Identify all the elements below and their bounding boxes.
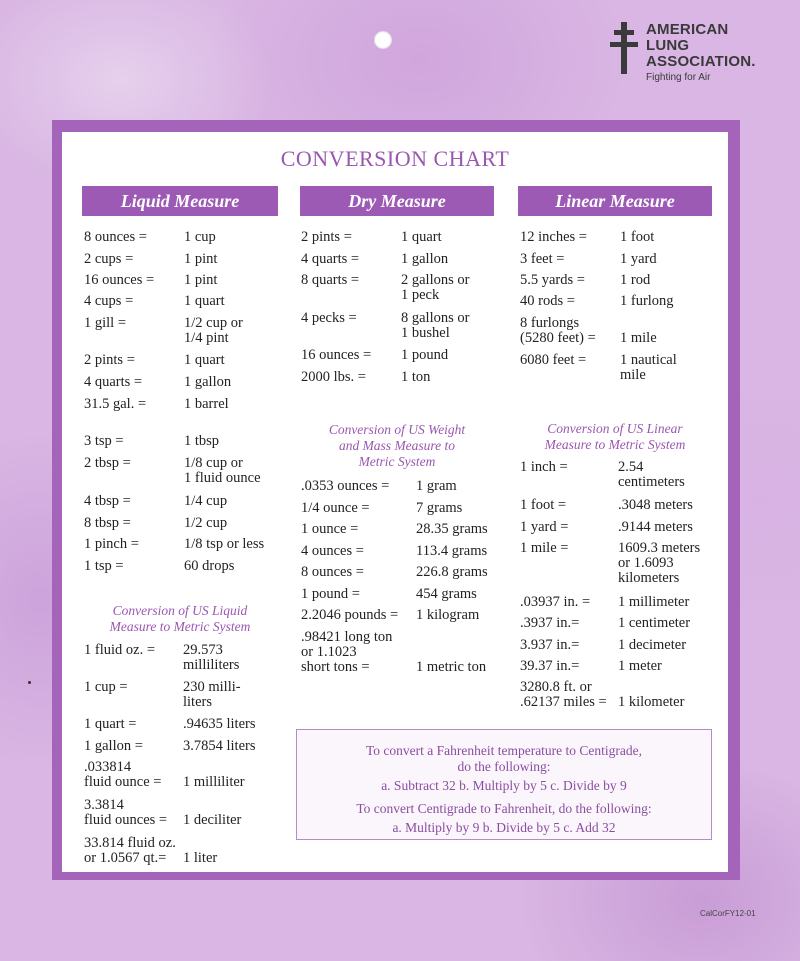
conversion-value: 1 inch = <box>520 459 568 475</box>
conversion-value: 2.2046 pounds = <box>301 607 399 623</box>
dry-measure-heading: Dry Measure <box>300 186 494 216</box>
conversion-value: 4 pecks = <box>301 310 357 326</box>
conversion-value: 12 inches = <box>520 229 587 245</box>
temp-line-1: To convert a Fahrenheit temperature to Centigrade, <box>365 743 643 758</box>
conversion-value: 2 gallons or <box>401 272 470 288</box>
double-barred-cross-icon <box>610 22 638 74</box>
conversion-value: 1 fluid oz. = <box>84 642 155 658</box>
conversion-value: 4 ounces = <box>301 543 364 559</box>
conversion-value: 1 fluid ounce <box>184 470 261 486</box>
conversion-value: 1 kilometer <box>618 694 685 710</box>
conversion-value: 1 pound <box>401 347 449 363</box>
conversion-value: 1 nautical <box>620 352 677 368</box>
temp-line-5: a. Multiply by 9 b. Divide by 5 c. Add 32 <box>392 820 616 835</box>
conversion-value: fluid ounce = <box>84 774 162 790</box>
conversion-value: 8 gallons or <box>401 310 470 326</box>
conversion-value: 3 feet = <box>520 251 565 267</box>
conversion-value: 3280.8 ft. or <box>520 679 592 695</box>
conversion-value: 1 quart <box>184 352 225 368</box>
conversion-value: 1 cup <box>184 229 216 245</box>
conversion-value: 8 quarts = <box>301 272 360 288</box>
conversion-value: 29.573 <box>183 642 223 658</box>
conversion-value: liters <box>183 694 212 710</box>
conversion-value: 1 gallon <box>401 251 449 267</box>
conversion-value: 1 gram <box>416 478 457 494</box>
conversion-value: 2 pints = <box>301 229 352 245</box>
conversion-value: 1 bushel <box>401 325 450 341</box>
conversion-value: 1 liter <box>183 850 218 866</box>
conversion-value: 2 tbsp = <box>84 455 131 471</box>
conversion-value: 1 cup = <box>84 679 128 695</box>
conversion-value: 16 ounces = <box>84 272 155 288</box>
conversion-value: 1/2 cup or <box>184 315 243 331</box>
conversion-value: 1 millimeter <box>618 594 690 610</box>
conversion-value: 1 pinch = <box>84 536 139 552</box>
conversion-value: 2 cups = <box>84 251 134 267</box>
conversion-value: 1 gallon = <box>84 738 143 754</box>
conversion-value: 1/2 cup <box>184 515 228 531</box>
conversion-value: 1 peck <box>401 287 440 303</box>
conversion-value: 1 gallon <box>184 374 232 390</box>
temp-line-2: do the following: <box>457 759 551 774</box>
conversion-value: or 1.6093 <box>618 555 674 571</box>
conversion-value: 1 tsp = <box>84 558 124 574</box>
conversion-value: 230 milli- <box>183 679 241 695</box>
tagline: Fighting for Air <box>646 72 711 83</box>
conversion-value: kilometers <box>618 570 680 586</box>
conversion-value: 3.3814 <box>84 797 124 813</box>
liquid-metric-heading: Conversion of US Liquid Measure to Metric System <box>109 603 251 634</box>
conversion-value: 1/4 cup <box>184 493 228 509</box>
conversion-value: 1609.3 meters <box>618 540 701 556</box>
conversion-value: 1 ounce = <box>301 521 359 537</box>
conversion-value: 1 foot = <box>520 497 567 513</box>
conversion-value: .3937 in.= <box>520 615 580 631</box>
conversion-value: centimeters <box>618 474 685 490</box>
conversion-value: 16 ounces = <box>301 347 372 363</box>
conversion-value: 8 tbsp = <box>84 515 131 531</box>
conversion-value: 1/8 cup or <box>184 455 243 471</box>
conversion-value: 1 ton <box>401 369 431 385</box>
conversion-value: 8 ounces = <box>301 564 364 580</box>
conversion-value: 2.54 <box>618 459 644 475</box>
conversion-value: 5.5 yards = <box>520 272 585 288</box>
conversion-value: 226.8 grams <box>416 564 488 580</box>
weight-metric-heading: Conversion of US Weight and Mass Measure to Metric System <box>328 422 466 469</box>
liquid-measure-heading: Liquid Measure <box>82 186 278 216</box>
conversion-value: 28.35 grams <box>416 521 488 537</box>
conversion-value: 1 foot <box>620 229 655 245</box>
american-lung-association-logo <box>610 20 780 90</box>
conversion-value: short tons = <box>301 659 370 675</box>
conversion-value: 1 quart <box>184 293 225 309</box>
temp-line-3: a. Subtract 32 b. Multiply by 5 c. Divide by 9 <box>381 778 627 793</box>
conversion-value: 3 tsp = <box>84 433 124 449</box>
conversion-value: 1 mile <box>620 330 657 346</box>
conversion-value: 1 meter <box>618 658 662 674</box>
conversion-value: 1 kilogram <box>416 607 480 623</box>
conversion-value: 2 pints = <box>84 352 135 368</box>
conversion-value: 3.7854 liters <box>183 738 256 754</box>
conversion-value: 1/8 tsp or less <box>184 536 265 552</box>
speck <box>28 681 31 684</box>
conversion-value: .62137 miles = <box>520 694 607 710</box>
conversion-value: 1 pound = <box>301 586 360 602</box>
conversion-value: 60 drops <box>184 558 235 574</box>
conversion-value: 113.4 grams <box>416 543 488 559</box>
conversion-value: 1 centimeter <box>618 615 691 631</box>
conversion-value: mile <box>620 367 646 383</box>
conversion-value: 39.37 in.= <box>520 658 580 674</box>
conversion-value: 6080 feet = <box>520 352 587 368</box>
conversion-value: .9144 meters <box>618 519 693 535</box>
chart-title: CONVERSION CHART <box>280 146 510 171</box>
conversion-value: 1 quart = <box>84 716 137 732</box>
temperature-conversion-box <box>296 729 712 840</box>
conversion-value: 3.937 in.= <box>520 637 580 653</box>
conversion-value: 454 grams <box>416 586 477 602</box>
conversion-value: 1 decimeter <box>618 637 687 653</box>
conversion-value: milliliters <box>183 657 240 673</box>
conversion-value: 1 barrel <box>184 396 229 412</box>
conversion-value: 4 cups = <box>84 293 134 309</box>
conversion-value: 1 metric ton <box>416 659 487 675</box>
temp-line-4: To convert Centigrade to Fahrenheit, do the following: <box>356 801 652 816</box>
punch-hole <box>374 31 392 49</box>
conversion-value: 8 ounces = <box>84 229 147 245</box>
conversion-value: 31.5 gal. = <box>84 396 147 412</box>
conversion-value: 1 milliliter <box>183 774 245 790</box>
conversion-value: 1 pint <box>184 251 218 267</box>
conversion-value: .94635 liters <box>183 716 256 732</box>
org-name: AMERICAN LUNG ASSOCIATION. <box>646 21 756 70</box>
conversion-value: 8 furlongs <box>520 315 580 331</box>
linear-metric-heading: Conversion of US Linear Measure to Metric System <box>544 421 686 452</box>
conversion-value: 33.814 fluid oz. <box>84 835 176 851</box>
conversion-value: 1 yard = <box>520 519 569 535</box>
conversion-value: 1 pint <box>184 272 218 288</box>
conversion-value: .0353 ounces = <box>301 478 390 494</box>
conversion-value: 40 rods = <box>520 293 575 309</box>
conversion-value: 1 yard <box>620 251 657 267</box>
conversion-value: 4 quarts = <box>301 251 360 267</box>
chart-panel <box>62 132 728 872</box>
conversion-value: .98421 long ton <box>301 629 393 645</box>
conversion-value: 2000 lbs. = <box>301 369 366 385</box>
conversion-value: fluid ounces = <box>84 812 168 828</box>
conversion-value: 4 quarts = <box>84 374 143 390</box>
conversion-value: (5280 feet) = <box>520 330 596 346</box>
conversion-value: 1 gill = <box>84 315 127 331</box>
conversion-value: or 1.1023 <box>301 644 357 660</box>
conversion-value: 1/4 ounce = <box>301 500 370 516</box>
conversion-value: 1 quart <box>401 229 442 245</box>
conversion-value: 7 grams <box>416 500 463 516</box>
conversion-value: 1 rod <box>620 272 651 288</box>
conversion-value: .03937 in. = <box>520 594 591 610</box>
conversion-value: 1 furlong <box>620 293 674 309</box>
conversion-value: .033814 <box>84 759 132 775</box>
conversion-value: 1 deciliter <box>183 812 242 828</box>
conversion-value: 1/4 pint <box>184 330 229 346</box>
form-code: CalCorFY12-01 <box>700 909 756 918</box>
conversion-value: or 1.0567 qt.= <box>84 850 167 866</box>
conversion-value: 1 mile = <box>520 540 569 556</box>
conversion-value: 4 tbsp = <box>84 493 131 509</box>
conversion-value: .3048 meters <box>618 497 693 513</box>
linear-measure-heading: Linear Measure <box>518 186 712 216</box>
conversion-value: 1 tbsp <box>184 433 220 449</box>
